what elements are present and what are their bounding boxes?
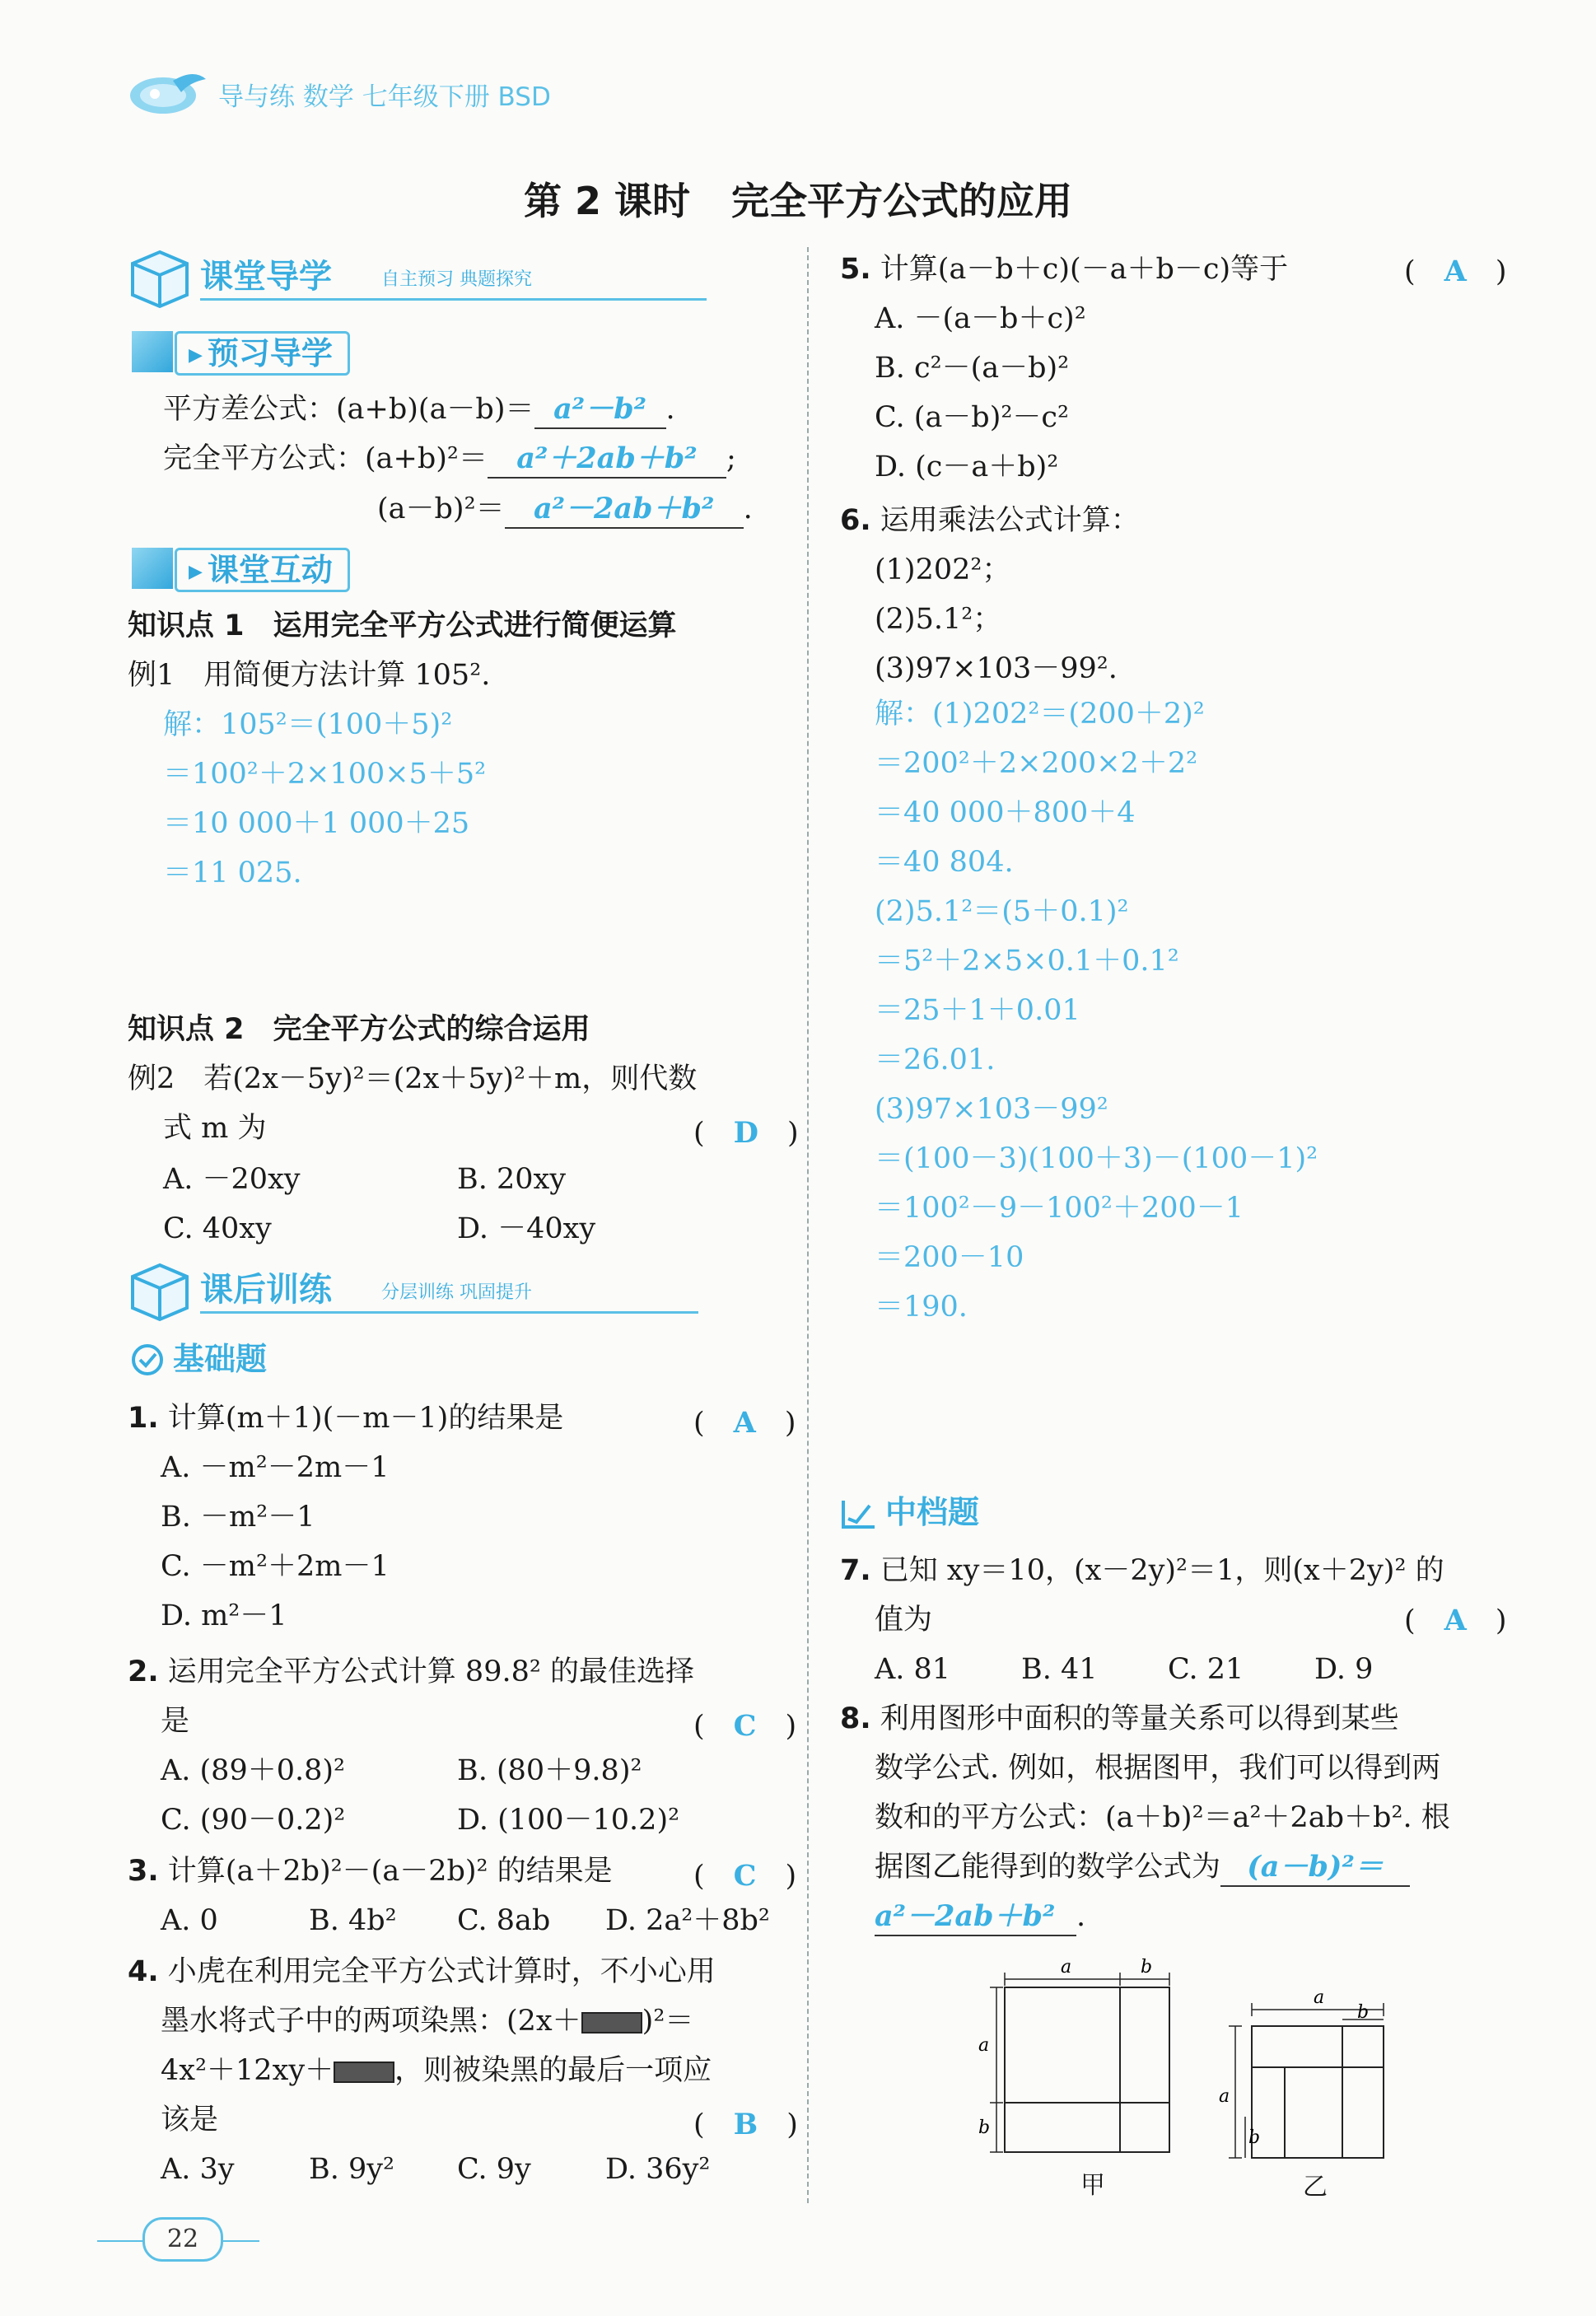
preview-line-3: (a－b)²＝ a²－2ab＋b² . [377, 491, 753, 529]
answer-paren: ( C ) [693, 1709, 797, 1743]
section-title: 课后训练 [200, 1271, 332, 1309]
formula-prefix: 完全平方公式：(a+b)²＝ [163, 442, 488, 475]
dim-b-label: b [1357, 2002, 1370, 2023]
column-divider [807, 247, 809, 2203]
q6-solution-9: (3)97×103－99² [875, 1093, 1108, 1126]
question-text: 利用图形中面积的等量关系可以得到某些 [880, 1702, 1399, 1735]
q6-solution-5: (2)5.1²＝(5＋0.1)² [875, 895, 1129, 928]
basic-title: 基础题 [173, 1341, 268, 1377]
answer-blank [1220, 1849, 1410, 1887]
q6-solution-11: ＝100²－9－100²＋200－1 [875, 1192, 1244, 1225]
q6-solution-3: ＝40 000＋800＋4 [875, 796, 1136, 829]
option-b: B. 9y² [309, 2153, 395, 2186]
figure-jia-label: 甲 [1080, 2171, 1105, 2200]
question-text: 墨水将式子中的两项染黑：(2x＋ [161, 2005, 581, 2038]
question-number: 6. [840, 504, 871, 537]
answer-letter: C [733, 1859, 757, 1893]
dim-b-label: b [1248, 2127, 1261, 2148]
answer-paren: ( A ) [693, 1406, 796, 1440]
section-header-practice [128, 1260, 589, 1324]
kp1-solution-2: ＝100²＋2×100×5＋5² [163, 758, 487, 791]
q6-solution-13: ＝190. [875, 1291, 968, 1324]
q7-line1 [840, 1553, 1444, 1589]
dim-a-label: a [978, 2035, 990, 2056]
answer-paren: ( A ) [1404, 254, 1507, 288]
dim-a-label: a [1219, 2086, 1230, 2107]
option-a: A. －20xy [163, 1163, 301, 1196]
section-subtitle: 分层训练 巩固提升 [381, 1282, 532, 1303]
logo-icon [124, 64, 210, 122]
option-c: C. 21 [1168, 1653, 1244, 1686]
question-number: 1. [128, 1402, 159, 1435]
question-number: 5. [840, 253, 871, 286]
answer-paren: ( B ) [693, 2108, 798, 2141]
play-icon: ▶ [189, 561, 203, 582]
q7-line2: 值为 [875, 1604, 933, 1637]
formula-prefix: 平方差公式：(a+b)(a－b)＝ [163, 393, 534, 426]
option-d: D. 36y² [605, 2153, 711, 2186]
question-text: 据图乙能得到的数学公式为 [875, 1851, 1221, 1884]
q1-stem [128, 1400, 563, 1436]
q2-stem [128, 1654, 694, 1690]
tag-label: 预习导学 [207, 335, 333, 371]
answer-letter: A [1444, 254, 1467, 288]
formula-prefix: (a－b)²＝ [377, 493, 505, 525]
answer-letter: D [733, 1116, 759, 1150]
kp1-solution-1: 解：105²＝(100＋5)² [163, 708, 453, 741]
option-d: D. m²－1 [161, 1599, 287, 1632]
chart-line-icon [840, 1497, 876, 1530]
q2-stem-2: 是 [161, 1705, 190, 1738]
lesson-number: 第 2 课时 [523, 179, 691, 223]
dim-a-label: a [1314, 1993, 1325, 2008]
option-c: C. 8ab [457, 1904, 551, 1937]
lesson-title [0, 171, 1596, 226]
kp1-example: 例1 用简便方法计算 105². [128, 659, 491, 692]
q8-line1 [840, 1701, 1399, 1737]
q6-solution-10: ＝(100－3)(100＋3)－(100－1)² [875, 1142, 1318, 1175]
page-number-line [97, 2240, 142, 2242]
tag-label: 课堂互动 [207, 552, 333, 588]
ink-blot [581, 2012, 642, 2034]
kp1-title: 知识点 1 运用完全平方公式进行简便运算 [128, 609, 677, 642]
section-header-classroom [128, 247, 589, 311]
tag-square [132, 548, 173, 589]
question-number: 4. [128, 1955, 159, 1988]
question-number: 8. [840, 1702, 871, 1735]
answer-blank [505, 491, 744, 529]
q4-line1 [128, 1954, 716, 1990]
kp2-title: 知识点 2 完全平方公式的综合运用 [128, 1013, 590, 1046]
cube-icon [128, 247, 192, 311]
q8-line2: 数学公式. 例如，根据图甲，我们可以得到两 [875, 1752, 1441, 1785]
cube-icon [128, 1260, 192, 1324]
q6-solution-1: 解：(1)202²＝(200＋2)² [875, 698, 1205, 731]
q6-item-2: (2)5.1²； [875, 603, 1002, 636]
check-badge-icon [130, 1342, 165, 1377]
q4-line2 [161, 2003, 693, 2039]
answer-blank [488, 441, 726, 479]
option-a: A. (89＋0.8)² [161, 1754, 346, 1787]
answer-text: (a－b)²＝ [1247, 1850, 1384, 1884]
q3-stem [128, 1853, 613, 1889]
section-title: 课堂导学 [200, 258, 332, 296]
q6-solution-4: ＝40 804. [875, 846, 1014, 879]
preview-line-1: 平方差公式：(a+b)(a－b)＝ a²－b² . [163, 391, 675, 429]
page-number-badge: 22 [142, 2217, 223, 2262]
option-c: C. －m²＋2m－1 [161, 1550, 390, 1583]
answer-blank [875, 1898, 1076, 1936]
preview-line-2: 完全平方公式：(a+b)²＝ a²＋2ab＋b² ; [163, 441, 736, 479]
ink-blot [334, 2062, 394, 2083]
page-number-line [222, 2240, 259, 2242]
question-text: ，则被染黑的最后一项应 [394, 2054, 712, 2087]
tag-pill [175, 548, 350, 592]
q4-line4: 该是 [161, 2104, 219, 2136]
figure-yi-label: 乙 [1303, 2173, 1328, 2202]
question-text: 计算(m＋1)(－m－1)的结果是 [167, 1402, 564, 1435]
question-text: 计算(a＋2b)²－(a－2b)² 的结果是 [167, 1855, 613, 1888]
dim-b-label: b [978, 2118, 991, 2138]
answer-paren: ( A ) [1404, 1604, 1507, 1637]
question-text: )²＝ [642, 2005, 694, 2038]
option-b: B. c²－(a－b)² [875, 352, 1070, 385]
option-c: C. 9y [457, 2153, 531, 2186]
question-text: 运用完全平方公式计算 89.8² 的最佳选择 [167, 1655, 695, 1688]
play-icon: ▶ [189, 344, 203, 366]
header-title: 导与练 数学 七年级下册 BSD [218, 82, 551, 112]
answer-letter: A [733, 1406, 756, 1440]
option-d: D. 9 [1314, 1653, 1374, 1686]
option-d: D. (c－a＋b)² [875, 451, 1059, 483]
q6-solution-12: ＝200－10 [875, 1241, 1024, 1274]
answer-paren: ( D ) [693, 1116, 799, 1150]
q8-line4 [875, 1849, 1410, 1887]
option-a: A. 3y [161, 2153, 235, 2186]
option-a: A. 0 [161, 1904, 218, 1937]
option-a: A. －(a－b＋c)² [875, 302, 1086, 335]
option-d: D. －40xy [457, 1212, 596, 1245]
option-b: B. 20xy [457, 1163, 567, 1196]
q6-solution-2: ＝200²＋2×200×2＋2² [875, 747, 1198, 780]
answer-text: a²－2ab＋b² [533, 492, 715, 525]
option-c: C. (a－b)²－c² [875, 401, 1070, 434]
figure-jia [972, 1956, 1186, 2178]
q6-solution-6: ＝5²＋2×5×0.1＋0.1² [875, 945, 1179, 978]
answer-text: a²＋2ab＋b² [516, 441, 698, 475]
kp2-example-line2: 式 m 为 [163, 1112, 267, 1145]
answer-letter: A [1444, 1604, 1467, 1637]
question-text: 运用乘法公式计算： [880, 504, 1140, 537]
q6-item-3: (3)97×103－99². [875, 652, 1118, 685]
question-text: 小虎在利用完全平方公式计算时，不小心用 [167, 1955, 716, 1988]
dim-b-label: b [1141, 1957, 1153, 1977]
section-underline [200, 1311, 698, 1314]
q5-stem [840, 251, 1288, 287]
q4-line3 [161, 2052, 712, 2089]
q6-solution-7: ＝25＋1＋0.01 [875, 994, 1080, 1027]
option-b: B. 41 [1021, 1653, 1098, 1686]
option-c: C. 40xy [163, 1212, 272, 1245]
option-c: C. (90－0.2)² [161, 1804, 346, 1837]
answer-letter: C [733, 1709, 757, 1743]
section-subtitle: 自主预习 典题探究 [381, 269, 532, 290]
option-d: D. 2a²＋8b² [605, 1904, 770, 1937]
option-b: B. (80＋9.8)² [457, 1754, 642, 1787]
answer-paren: ( C ) [693, 1859, 797, 1893]
q8-line3: 数和的平方公式：(a＋b)²＝a²＋2ab＋b². 根 [875, 1801, 1450, 1834]
q6-item-1: (1)202²； [875, 553, 1011, 586]
question-number: 3. [128, 1855, 159, 1888]
section-underline [200, 298, 707, 301]
option-a: A. －m²－2m－1 [161, 1451, 390, 1484]
dim-a-label: a [1061, 1957, 1072, 1977]
answer-text: a²－2ab＋b² [875, 1899, 1056, 1933]
tag-square [132, 331, 173, 372]
question-number: 2. [128, 1655, 159, 1688]
tag-pill [175, 331, 350, 376]
q8-line5: a²－2ab＋b² . [875, 1898, 1085, 1936]
answer-text: a²－b² [553, 392, 646, 426]
option-b: B. －m²－1 [161, 1501, 315, 1534]
question-text: 4x²＋12xy＋ [161, 2054, 334, 2087]
figure-yi [1219, 1993, 1400, 2174]
option-b: B. 4b² [309, 1904, 397, 1937]
answer-letter: B [733, 2108, 758, 2141]
question-number: 7. [840, 1554, 871, 1587]
lesson-name: 完全平方公式的应用 [731, 179, 1073, 223]
mid-title: 中档题 [885, 1494, 980, 1530]
kp1-solution-3: ＝10 000＋1 000＋25 [163, 807, 470, 840]
option-d: D. (100－10.2)² [457, 1804, 680, 1837]
kp2-example-line1: 例2 若(2x－5y)²＝(2x＋5y)²＋m，则代数 [128, 1062, 698, 1095]
question-text: 计算(a－b＋c)(－a＋b－c)等于 [880, 253, 1289, 286]
question-text: 已知 xy＝10，(x－2y)²＝1，则(x＋2y)² 的 [880, 1554, 1444, 1587]
q6-stem [840, 502, 1140, 539]
kp1-solution-4: ＝11 025. [163, 857, 302, 890]
q6-solution-8: ＝26.01. [875, 1044, 996, 1076]
option-a: A. 81 [875, 1653, 951, 1686]
answer-blank [534, 391, 666, 429]
